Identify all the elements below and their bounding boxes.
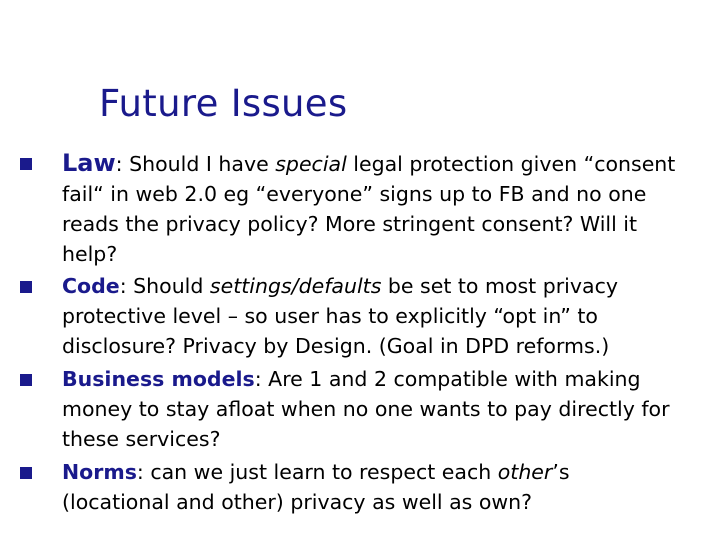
text-run: : can we just learn to respect each — [136, 460, 498, 484]
italic-text-run: special — [275, 152, 347, 176]
bullet-line: money to stay afloat when no one wants to pay directly for — [62, 397, 670, 421]
text-run: legal protection given “consent — [346, 152, 676, 176]
bullet-line: fail“ in web 2.0 eg “everyone” signs up to FB and no one — [62, 182, 647, 206]
bullet-line — [62, 364, 722, 394]
bullet-line: protective level – so user has to explicitly “opt in” to — [62, 304, 598, 328]
bullet-line — [62, 457, 722, 487]
text-run: ’s — [552, 460, 570, 484]
bullet-text — [62, 148, 722, 269]
bullet-line: (locational and other) privacy as well as own? — [62, 490, 533, 514]
bullet-keyword: Business models — [62, 367, 255, 391]
bullet-keyword: Code — [62, 274, 120, 298]
bullet-text — [62, 271, 722, 361]
bullet-line: help? — [62, 242, 118, 266]
bullet-line — [62, 148, 722, 179]
square-bullet-icon — [20, 281, 32, 293]
bullet-line: these services? — [62, 427, 221, 451]
text-run: be set to most privacy — [381, 274, 618, 298]
bullet-text — [62, 457, 722, 517]
text-run: : Should I have — [115, 152, 276, 176]
slide-title: Future Issues — [99, 82, 348, 125]
square-bullet-icon — [20, 467, 32, 479]
text-run: : Should — [119, 274, 210, 298]
square-bullet-icon — [20, 374, 32, 386]
bullet-line — [62, 271, 722, 301]
bullet-line: disclosure? Privacy by Design. (Goal in DPD reforms.) — [62, 334, 610, 358]
text-run: : Are 1 and 2 compatible with making — [254, 367, 641, 391]
square-bullet-icon — [20, 158, 32, 170]
italic-text-run: other — [497, 460, 553, 484]
bullet-keyword: Law — [62, 149, 116, 177]
italic-text-run: settings/defaults — [209, 274, 382, 298]
bullet-text — [62, 364, 722, 454]
bullet-keyword: Norms — [62, 460, 137, 484]
bullet-line: reads the privacy policy? More stringent consent? Will it — [62, 212, 638, 236]
